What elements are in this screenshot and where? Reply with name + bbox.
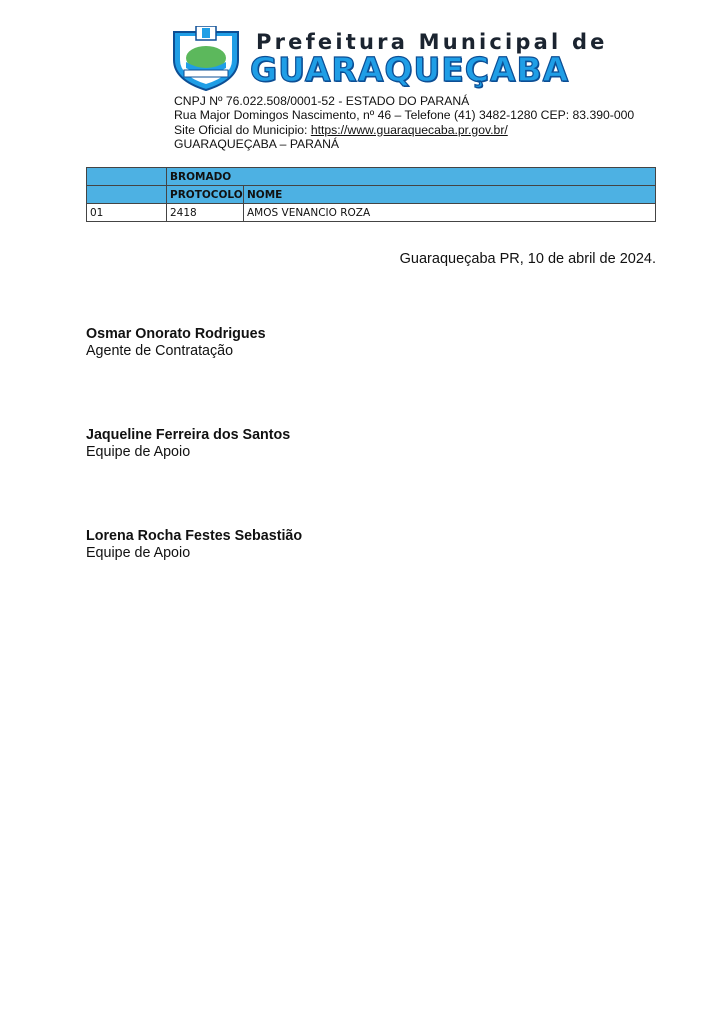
letterhead bbox=[170, 26, 608, 92]
signatory-name: Lorena Rocha Festes Sebastião bbox=[86, 528, 303, 544]
table-group-header: BROMADO bbox=[167, 168, 656, 186]
signatory-role: Equipe de Apoio bbox=[86, 545, 191, 561]
signatory-block bbox=[86, 528, 302, 562]
site-line bbox=[174, 123, 634, 137]
signatory-name: Osmar Onorato Rodrigues bbox=[86, 326, 266, 342]
site-link[interactable]: https://www.guaraquecaba.pr.gov.br/ bbox=[310, 122, 508, 137]
table-cell-empty bbox=[87, 168, 167, 186]
signatory-name: Jaqueline Ferreira dos Santos bbox=[86, 427, 291, 443]
address-line: Rua Major Domingos Nascimento, nº 46 – Telefone (41) 3482-1280 CEP: 83.390-000 bbox=[174, 108, 635, 123]
signatory-role: Agente de Contratação bbox=[86, 343, 234, 359]
column-header-protocolo: PROTOCOLO bbox=[167, 186, 244, 204]
date-line: Guaraqueçaba PR, 10 de abril de 2024. bbox=[399, 251, 656, 267]
signatory-role: Equipe de Apoio bbox=[86, 444, 191, 460]
table-cell-empty bbox=[87, 186, 167, 204]
table-header-row bbox=[87, 186, 656, 204]
table-cell-num: 01 bbox=[87, 204, 167, 222]
municipality-title: Prefeitura Municipal de bbox=[256, 30, 608, 54]
column-header-nome: NOME bbox=[244, 186, 656, 204]
results-table bbox=[86, 167, 656, 222]
signatory-block bbox=[86, 427, 290, 461]
signatory-block bbox=[86, 326, 266, 360]
cnpj-line: CNPJ Nº 76.022.508/0001-52 - ESTADO DO PARANÁ bbox=[174, 94, 470, 108]
city-state-line: GUARAQUEÇABA – PARANÁ bbox=[174, 136, 340, 151]
table-cell-protocolo: 2418 bbox=[167, 204, 244, 222]
site-label: Site Oficial do Municipio: bbox=[174, 122, 311, 137]
address-block bbox=[174, 94, 634, 151]
table-cell-nome: AMOS VENANCIO ROZA bbox=[244, 204, 656, 222]
municipal-crest-icon bbox=[170, 26, 242, 92]
table-row bbox=[87, 204, 656, 222]
table-group-header-row bbox=[87, 168, 656, 186]
city-name-title: GUARAQUEÇABA bbox=[250, 50, 570, 89]
